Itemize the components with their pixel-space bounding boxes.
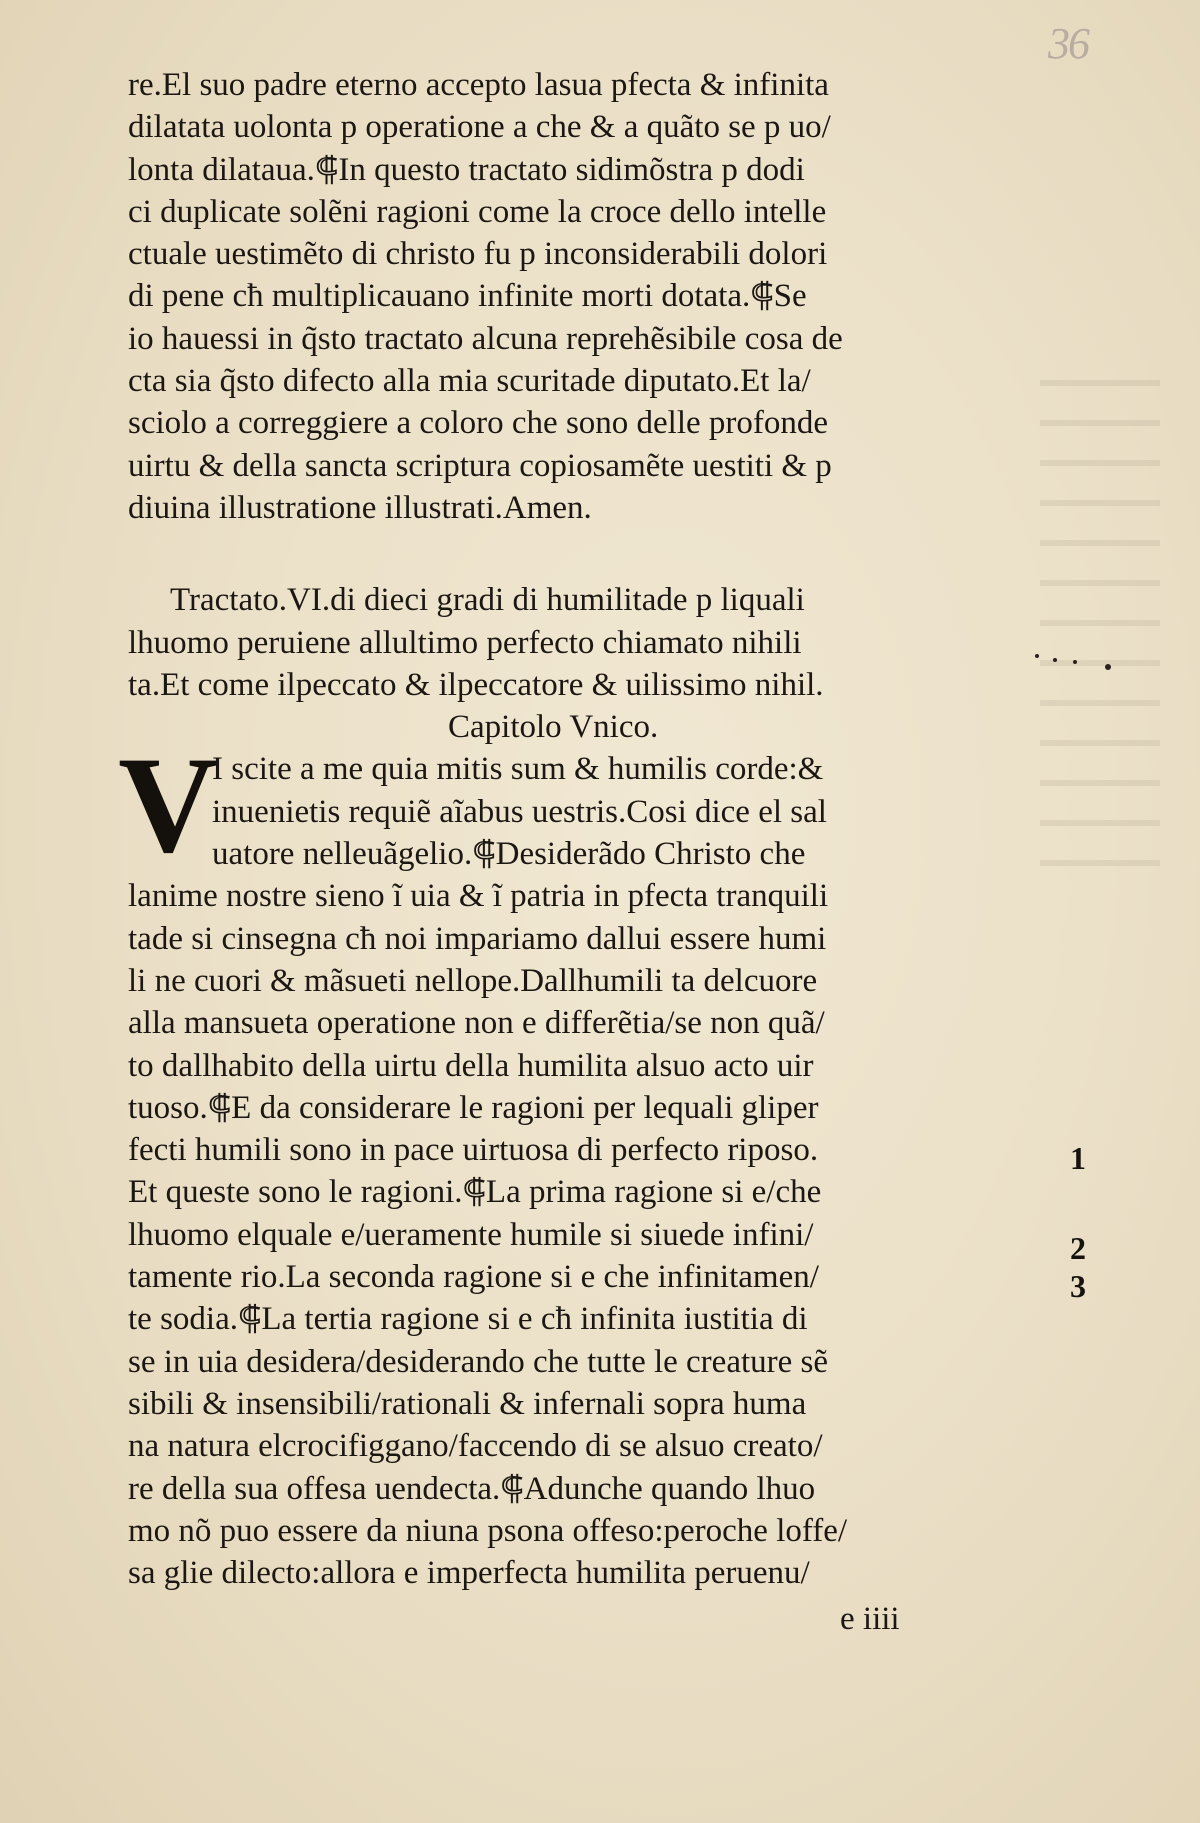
show-through-shadow: [1040, 380, 1160, 900]
text-line: fecti humili sono in pace uirtuosa di perfecto riposo.: [128, 1132, 819, 1169]
text-line: sibili & insensibili/rationali & infernali sopra huma: [128, 1385, 807, 1422]
heading-line: lhuomo peruiene allultimo perfecto chiamato nihili: [128, 624, 802, 661]
treatise-heading: [128, 579, 1018, 706]
heading-line: ta.Et come ilpeccato & ilpeccatore & uilissimo nihil.: [128, 666, 824, 703]
ink-speck: [1035, 654, 1039, 658]
section-gap: [128, 529, 1018, 579]
text-line: tuoso.⸿E da considerare le ragioni per lequali gliper: [128, 1089, 819, 1126]
text-line: uirtu & della sancta scriptura copiosamẽte uestiti & p: [128, 447, 832, 484]
folio-number: 36: [1048, 19, 1088, 68]
text-line: se in uia desidera/desiderando che tutte le creature sẽ: [128, 1343, 829, 1380]
text-block: [118, 64, 1018, 1641]
text-line: diuina illustratione illustrati.Amen.: [128, 489, 592, 526]
paragraph-main: [128, 875, 1018, 1594]
ink-speck: [1053, 658, 1057, 662]
text-line: te sodia.⸿La tertia ragione si e cħ infinita iustitia di: [128, 1301, 808, 1338]
text-line: ci duplicate solẽni ragioni come la croce dello intelle: [128, 193, 827, 230]
text-line: lonta dilataua.⸿In questo tractato sidimõstra p dodi: [128, 151, 805, 188]
text-line: mo nõ puo essere da niuna psona offeso:peroche loffe/: [128, 1512, 848, 1549]
signature-mark: e iiii: [840, 1601, 900, 1638]
text-line: ctuale uestimẽto di christo fu p inconsiderabili dolori: [128, 236, 828, 273]
text-line: uatore nelleuãgelio.⸿Desiderãdo Christo che: [212, 836, 806, 873]
ink-speck: [1073, 660, 1077, 664]
text-line: re.El suo padre eterno accepto lasua pfecta & infinita: [128, 67, 829, 103]
ink-speck: [1105, 664, 1111, 670]
text-line: tade si cinsegna cħ noi impariamo dallui essere humi: [128, 920, 827, 957]
drop-cap-initial: V: [118, 728, 218, 882]
text-line: to dallhabito della uirtu della humilita alsuo acto uir: [128, 1047, 814, 1084]
text-line: I scite a me quia mitis sum & humilis corde:&: [212, 751, 824, 788]
text-line: dilatata uolonta p operatione a che & a quãto se p uo/: [128, 109, 831, 146]
text-line: io hauessi in q̃sto tractato alcuna reprehẽsibile cosa de: [128, 320, 843, 357]
paragraph-before-heading: [128, 64, 1018, 529]
text-line: lanime nostre sieno ĩ uia & ĩ patria in pfecta tranquili: [128, 878, 829, 915]
text-line: cta sia q̃sto difecto alla mia scuritade diputato.Et la/: [128, 363, 811, 400]
text-line: li ne cuori & mãsueti nellope.Dallhumili ta delcuore: [128, 962, 818, 999]
ink-specks: [1035, 648, 1115, 678]
drop-cap-paragraph: [118, 728, 1018, 882]
text-line: inuenietis requiẽ aĩabus uestris.Cosi dice el sal: [212, 793, 827, 830]
chapter-title: Capitolo Vnico.: [448, 709, 659, 746]
heading-line: Tractato.VI.di dieci gradi di humilitade p liquali: [170, 582, 805, 619]
text-line: sciolo a correggiere a coloro che sono delle profonde: [128, 405, 829, 442]
text-line: alla mansueta operatione non e differẽtia/se non quã/: [128, 1005, 825, 1042]
text-line: sa glie dilecto:allora e imperfecta humilita peruenu/: [128, 1555, 810, 1592]
margin-note-1: 1: [1070, 1140, 1086, 1176]
text-line: re della sua offesa uendecta.⸿Adunche quando lhuo: [128, 1470, 816, 1507]
margin-note-3: 3: [1070, 1268, 1086, 1304]
text-line: tamente rio.La seconda ragione si e che infinitamen/: [128, 1259, 819, 1296]
text-line: Et queste sono le ragioni.⸿La prima ragione si e/che: [128, 1174, 822, 1211]
text-line: na natura elcrocifiggano/faccendo di se alsuo creato/: [128, 1428, 823, 1465]
margin-note-2: 2: [1070, 1230, 1086, 1266]
text-line: lhuomo elquale e/ueramente humile si siuede infini/: [128, 1216, 814, 1253]
text-line: di pene cħ multiplicauano infinite morti dotata.⸿Se: [128, 278, 807, 315]
